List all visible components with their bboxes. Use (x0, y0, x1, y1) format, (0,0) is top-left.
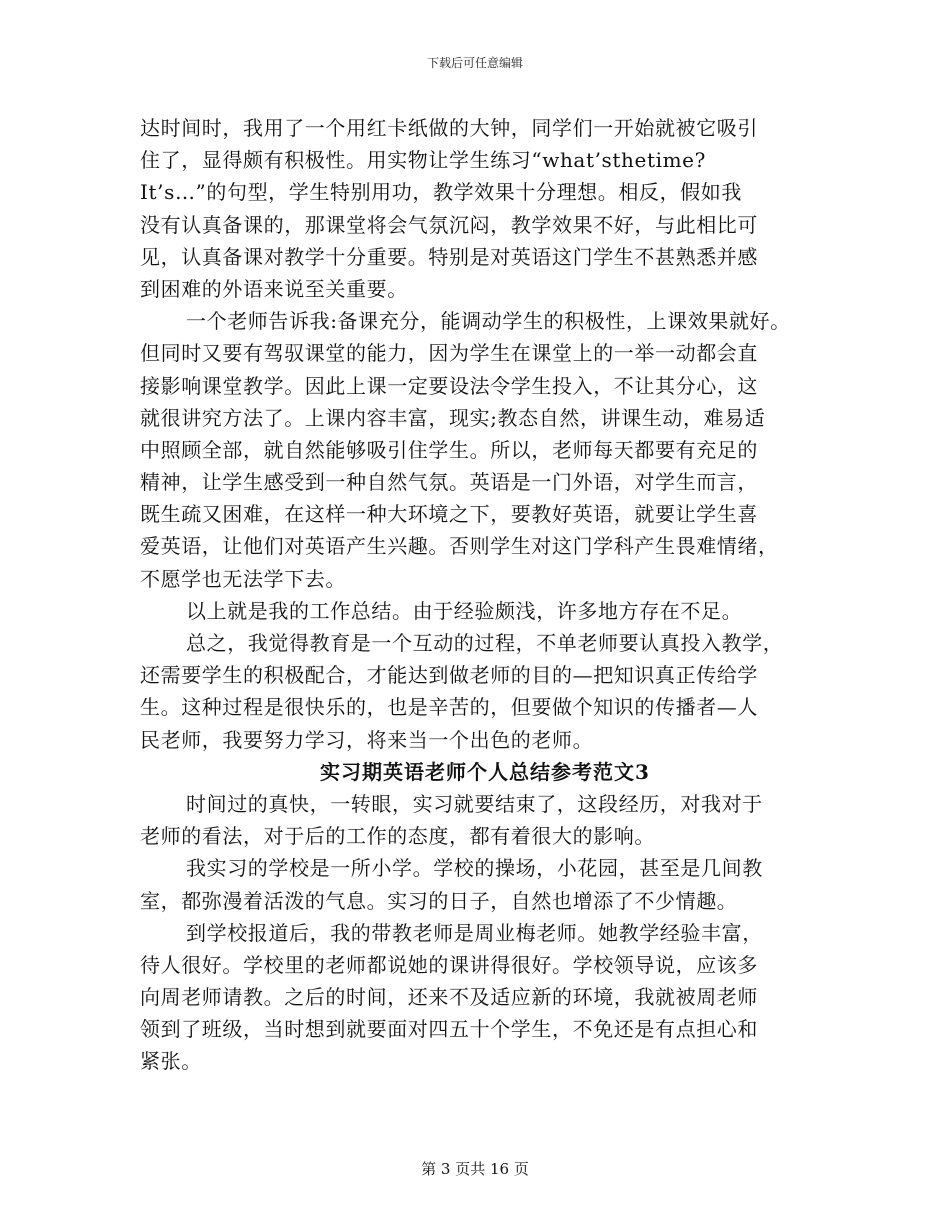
text-line: 还需要学生的积极配合，才能达到做老师的目的—把知识真正传给学 (140, 663, 758, 688)
page-header: 下载后可任意编辑 (426, 56, 523, 70)
text-line: 以上就是我的工作总结。由于经验颇浅，许多地方存在不足。 (186, 598, 743, 623)
text-line: 民老师，我要努力学习，将来当一个出色的老师。 (140, 727, 594, 752)
text-line: 既生疏又困难，在这样一种大环境之下，要教好英语，就要让学生喜 (140, 502, 758, 527)
text-line: 室，都弥漫着活泼的气息。实习的日子，自然也增添了不少情趣。 (140, 888, 738, 913)
text-line: 接影响课堂教学。因此上课一定要设法令学生投入，不让其分心，这 (140, 373, 758, 398)
text-line: 我实习的学校是一所小学。学校的操场，小花园，甚至是几间教 (186, 856, 763, 881)
text-line: 见，认真备课对教学十分重要。特别是对英语这门学生不甚熟悉并感 (140, 244, 758, 269)
text-line: 紧张。 (140, 1049, 202, 1074)
text-line: 到学校报道后，我的带教老师是周业梅老师。她教学经验丰富， (186, 920, 763, 945)
text-line: 老师的看法，对于后的工作的态度，都有着很大的影响。 (140, 824, 655, 849)
text-line: 就很讲究方法了。上课内容丰富，现实;教态自然，讲课生动，难易适 (140, 405, 766, 430)
text-line: 精神，让学生感受到一种自然气氛。英语是一门外语，对学生而言， (140, 470, 758, 495)
page-footer: 第 3 页共 16 页 (421, 1160, 529, 1178)
text-line: 但同时又要有驾驭课堂的能力，因为学生在课堂上的一举一动都会直 (140, 341, 758, 366)
text-line: 总之，我觉得教育是一个互动的过程，不单老师要认真投入教学， (186, 631, 784, 655)
text-line: 领到了班级，当时想到就要面对四五十个学生，不免还是有点担心和 (140, 1017, 758, 1042)
text-line: 爱英语，让他们对英语产生兴趣。否则学生对这门学科产生畏难情绪， (140, 534, 779, 559)
text-line: 向周老师请教。之后的时间，还来不及适应新的环境，我就被周老师 (140, 985, 758, 1010)
text-line: 不愿学也无法学下去。 (140, 566, 346, 591)
text-line: 到困难的外语来说至关重要。 (140, 276, 408, 301)
text-line: 生。这种过程是很快乐的，也是辛苦的，但要做个知识的传播者—人 (140, 695, 758, 720)
text-line: It’s…”的句型，学生特别用功，教学效果十分理想。相反，假如我 (140, 180, 742, 205)
document-body (140, 112, 830, 1078)
text-line: 待人很好。学校里的老师都说她的课讲得很好。学校领导说，应该多 (140, 952, 758, 977)
text-line: 一个老师告诉我:备课充分，能调动学生的积极性，上课效果就好。 (186, 309, 791, 334)
section-heading: 实习期英语老师个人总结参考范文3 (320, 759, 650, 784)
text-line: 中照顾全部，就自然能够吸引住学生。所以，老师每天都要有充足的 (140, 437, 758, 462)
text-line: 住了，显得颇有积极性。用实物让学生练习“what’sthetime? (140, 148, 706, 173)
text-line: 达时间时，我用了一个用红卡纸做的大钟，同学们一开始就被它吸引 (140, 116, 758, 140)
text-line: 没有认真备课的，那课堂将会气氛沉闷，教学效果不好，与此相比可 (140, 212, 758, 237)
text-line: 时间过的真快，一转眼，实习就要结束了，这段经历，对我对于 (186, 791, 763, 816)
